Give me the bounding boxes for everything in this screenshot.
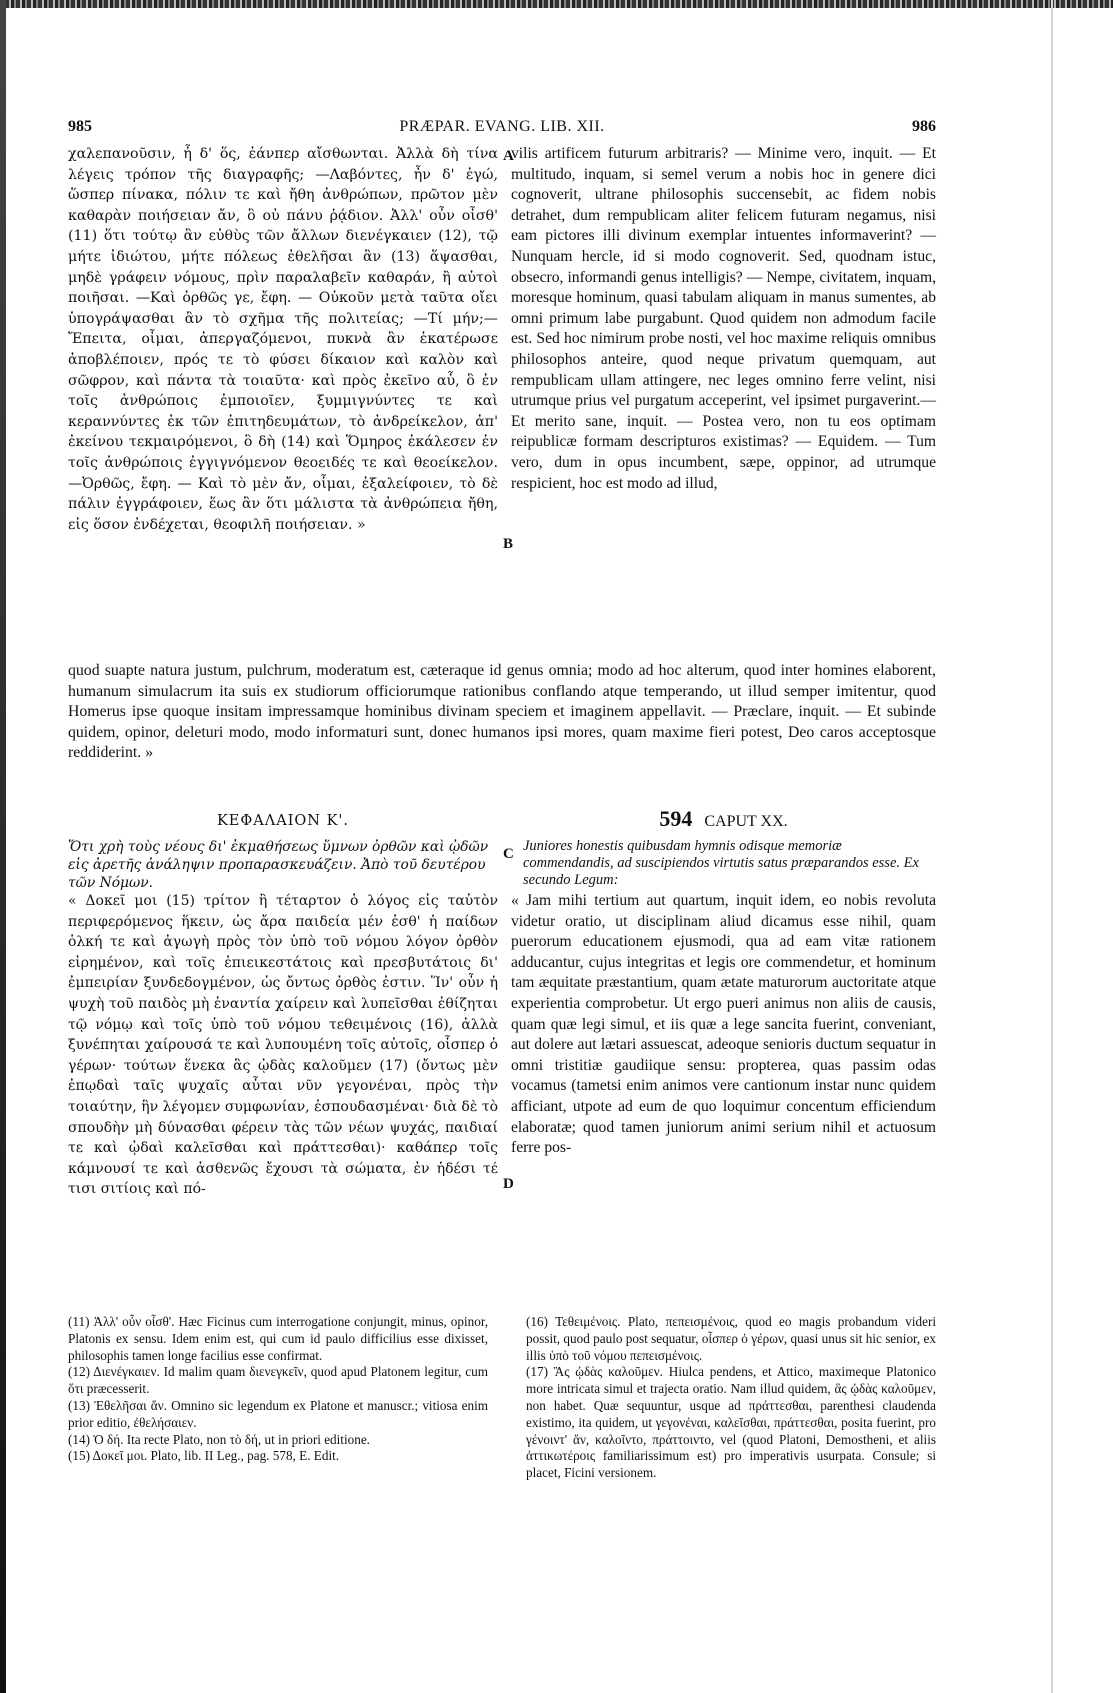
- scan-edge-left: [0, 0, 6, 1693]
- footnote: (14) Ὁ δή. Ita recte Plato, non τὸ δή, ut in priori editione.: [68, 1431, 370, 1447]
- kefalaion-heading: ΚΕΦΑΛΑΙΟΝ Κ'.: [216, 813, 350, 829]
- greek-column-body: [68, 891, 498, 1200]
- footnote: (16) Τεθειμένοις. Plato, πεπεισμένοις, quod eo magis probandum videri possit, quod paulo post sequatur, οἷσπερ ὁ γέρων, quasi unus sit hic senior, ex illis ὑπὸ τοῦ νόμου πεπεισμένοις.: [526, 1314, 936, 1363]
- page-number-left: 985: [68, 118, 92, 135]
- running-title: PRÆPAR. EVANG. LIB. XII.: [399, 118, 605, 135]
- section-marker-d: D: [503, 1176, 514, 1192]
- footnote: (12) Διενέγκαιεν. Id malim quam διενεγκεῖν, quod apud Platonem legitur, cum ὅτι præcesserit.: [68, 1364, 488, 1397]
- running-header: [68, 118, 936, 140]
- section-marker-b: B: [503, 536, 514, 552]
- page: [68, 118, 936, 1628]
- greek-column-top: [68, 144, 498, 535]
- scan-edge-right: [1051, 0, 1053, 1693]
- latin-full-width-paragraph: [68, 661, 936, 764]
- latin-column-top: [511, 144, 936, 494]
- page-number-right: 986: [912, 118, 936, 135]
- greek-text-top: χαλεπανοῦσιν, ἦ δ' ὅς, ἐάνπερ αἴσθωνται. Ἀλλὰ δὴ τίνα λέγεις τρόπον τῆς διαγραφῆς; —Λαβόντες, ἦν δ' ἐγώ, ὥσπερ πίνακα, πόλιν τε καὶ ἤθη ἀνθρώπων, πρῶτον μὲν καθαρὰν ποιήσειαν ἄν, ὃ οὐ πάνυ ῥᾴδιον. Ἀλλ' οὖν οἶσθ' (11) ὅτι τούτῳ ἂν εὐθὺς τῶν ἄλλων διενέγκαιεν (12), τῷ μήτε ἰδιώτου, μήτε πόλεως ἐθελῆσαι ἂν (13) ἅψασθαι, μηδὲ γράφειν νόμους, πρὶν παραλαβεῖν καθαράν, ἢ αὐτοὶ ποιῆσαι. —Καὶ ὀρθῶς γε, ἔφη. — Οὐκοῦν μετὰ ταῦτα οἴει ὑπογράψασθαι ἂν τὸ σχῆμα τῆς πολιτείας; —Τί μήν;—Ἔπειτα, οἶμαι, ἀπεργαζόμενοι, πυκνὰ ἂν ἑκατέρωσε ἀποβλέποιεν, πρός τε τὸ φύσει δίκαιον καὶ καλὸν καὶ σῶφρον, καὶ πάντα τὰ τοιαῦτα· καὶ πρὸς ἐκεῖνο αὖ, ὃ ἐν τοῖς ἀνθρώποις ἐμποιοῖεν, ξυμμιγνύντες τε καὶ κεραννύντες ἐκ τῶν ἐπιτηδευμάτων, τὸ ἀνδρείκελον, ἀπ' ἐκείνου τεκμαιρόμενοι, ὃ δὴ (14) καὶ Ὅμηρος ἐκάλεσεν ἐν τοῖς ἀνθρώποις ἐγγιγνόμενον θεοειδές τε καὶ θεοείκελον. —Ὀρθῶς, ἔφη. — Καὶ τὸ μὲν ἄν, οἶμαι, ἐξαλείφοιεν, τὸ δὲ πάλιν ἐγγράφοιεν, ἕως ἂν ὅτι μάλιστα τὰ ἀνθρώπεια ἤθη, εἰς ὅσον ἐνδέχεται, θεοφιλῆ ποιήσειαν. »: [68, 146, 498, 533]
- footnote: (17) Ἃς ᾠδὰς καλοῦμεν. Hiulca pendens, et Attico, maximeque Platonico more intricata simul et trajecta oratio. Nam illud quidem, ἃς ᾠδὰς καλοῦμεν, non habet. Quæ sequuntur, usque ad πράττεσθαι, parenthesi claudenda existimo, ita quidem, ut γεγονέναι, καλεῖσθαι, πράττεσθαι, posita fuerint, pro γένοιντ' ἄν, καλοῖντο, πράττοιντο, vel (quod Platoni, Demostheni, et aliis ἀττικωτέροις familiarissimum est) pro imperativis usurpata. Consule; si placet, Ficini versionem.: [526, 1364, 936, 1481]
- caput-heading: [511, 806, 936, 832]
- footnote: (11) Ἀλλ' οὖν οἶσθ'. Hæc Ficinus cum interrogatione conjungit, minus, opinor, Platonis ex sensu. Idem enim est, qui cum id paulo difficilius esse dixisset, philosophis tamen longe facilius esse confirmat.: [68, 1314, 488, 1363]
- latin-text-full: quod suapte natura justum, pulchrum, moderatum est, cæteraque id genus omnia; modo ad hoc alterum, quod inter homines elaborent, humanum simulacrum ita suis ex studiorum officiorumque rationibus conflando atque temperando, ut illud semper imitentur, quod Homerus ipse quoque insitam impressamque hominibus divinam speciem et imaginem appellavit. — Præclare, inquit. — Et subinde quidem, opinor, deleturi modo, modo informaturi sunt, donec humanos ipsi mores, quam maxime fieri potest, Deo caros acceptosque reddiderint. »: [68, 662, 936, 762]
- section-marker-c: C: [503, 846, 514, 862]
- latin-text-body: « Jam mihi tertium aut quartum, inquit idem, eo nobis revoluta videtur oratio, ut disciplinam aliud dicamus esse nihil, quam puerorum educationem ejusmodi, qua ad eam vitæ rationem adducantur, cujus integritas et legis ore commendetur, et hominum tam æquitate præstantium, quam ætate maturorum auctoritate atque experientia comprobetur. Ut ergo pueri animus non aliis de causis, quam quæ legi simul, et iis quæ a lege sancita fuerint, conveniant, aut dolere aut lætari assuescat, adeoque senioris ductum sequatur in omni tristitiæ gaudiique sensu: propterea, quas passim odas vocamus (tametsi enim animos vere cantionum instar nunc quidem afficiant, utpote ad eum de quo loquimur concentum efficiendum elaboratæ; quod tamen juniorum animi serium nihil et actuosum ferre pos-: [511, 892, 936, 1157]
- latin-chapter-title: Juniores honestis quibusdam hymnis odisque memoriæ commendandis, ad suscipiendos virtutis satus præparandos esse. Ex secundo Legum:: [523, 838, 919, 888]
- greek-text-body: « Δοκεῖ μοι (15) τρίτον ἢ τέταρτον ὁ λόγος εἰς ταὐτὸν περιφερόμενος ἥκειν, ὡς ἄρα παιδεία μέν ἐσθ' ἡ παίδων ὁλκή τε καὶ ἀγωγὴ πρὸς τὸν ὑπὸ τοῦ νόμου λόγον ὀρθὸν εἰρημένον, καὶ τοῖς ἐπιεικεστάτοις καὶ πρεσβυτάτοις δι' ἐμπειρίαν ξυνδεδογμένον, ὡς ὄντως ὀρθὸς ἐστιν. Ἵν' οὖν ἡ ψυχὴ τοῦ παιδὸς μὴ ἐναντία χαίρειν καὶ λυπεῖσθαι ἐθίζηται τῷ νόμῳ καὶ τοῖς ὑπὸ τοῦ νόμου τεθειμένοις (16), ἀλλὰ ξυνέπηται χαίρουσά τε καὶ λυπουμένη τοῖς αὐτοῖς, οἷσπερ ὁ γέρων· τούτων ἕνεκα ἃς ᾠδὰς καλοῦμεν (17) (ὄντως μὲν ἐπῳδαὶ ταῖς ψυχαῖς αὗται νῦν γεγονέναι, πρὸς τὴν τοιαύτην, ἣν λέγομεν συμφωνίαν, ἐσπουδασμέναι· διὰ δὲ τὸ σπουδὴν μὴ δύνασθαι φέρειν τὰς τῶν νέων ψυχάς, παιδιαί τε καὶ ᾠδαὶ καλεῖσθαι καὶ πράττεσθαι)· καθάπερ τοῖς κάμνουσί τε καὶ ἀσθενῶς ἔχουσι τὰ σώματα, ἐν ἡδέσι τέ τισι σιτίοις καὶ πό-: [68, 893, 498, 1198]
- caput-label: CAPUT XX.: [704, 813, 788, 830]
- latin-column-body: [511, 891, 936, 1159]
- latin-text-top: vilis artificem futurum arbitraris? — Minime vero, inquit. — Et multitudo, inquam, si semel verum a nobis hoc in genere dici cognoverit, ultrane philosophis succensebit, ac fidem nobis detrahet, dum rempublicam aliter felicem futuram negamus, nisi eam pictores illi divinum exemplar intuentes informaverint? —Nunquam hercle, id si modo cognoverit. Sed, quodnam istuc, obsecro, informandi genus intelligis? — Nempe, civitatem, inquam, moresque hominum, quasi tabulam aliquam in manus sumentes, ab omni primum labe purgabunt. Quod quidem non admodum facile est. Sed hoc nimirum probe nosti, vel hoc maxime reliquis omnibus philosophos anteire, quod neque privatum quemquam, aut rempublicam ullam attingere, nec leges omnino ferre velint, nisi utrumque prius vel purgatum acceperint, vel ipsimet purgaverint.—Et merito sane, inquit. — Postea vero, non tu eos optimam reipublicæ formam descripturos existimas? — Equidem. — Tum vero, dum in opus incumbent, sæpe, oppinor, ad utrumque respicient, hoc est modo ad illud,: [511, 145, 936, 492]
- footnotes-right: [526, 1314, 936, 1482]
- footnotes-left: [68, 1314, 488, 1465]
- greek-chapter-title: Ὅτι χρὴ τοὺς νέους δι' ἐκμαθήσεως ὕμνων ὀρθῶν καὶ ᾠδῶν εἰς ἀρετῆς ἀνάληψιν προπαρασκευάζειν. Ἀπὸ τοῦ δευτέρου τῶν Νόμων.: [68, 839, 489, 891]
- footnote: (15) Δοκεῖ μοι. Plato, lib. II Leg., pag. 578, E. Edit.: [68, 1448, 340, 1464]
- scan-edge-top: [0, 0, 1113, 8]
- caput-number: 594: [659, 806, 693, 831]
- section-marker-a: A: [503, 148, 514, 164]
- footnote: (13) Ἐθελῆσαι ἄν. Omnino sic legendum ex Platone et manuscr.; vitiosa enim prior editio, ἐθελήσαιεν.: [68, 1397, 488, 1430]
